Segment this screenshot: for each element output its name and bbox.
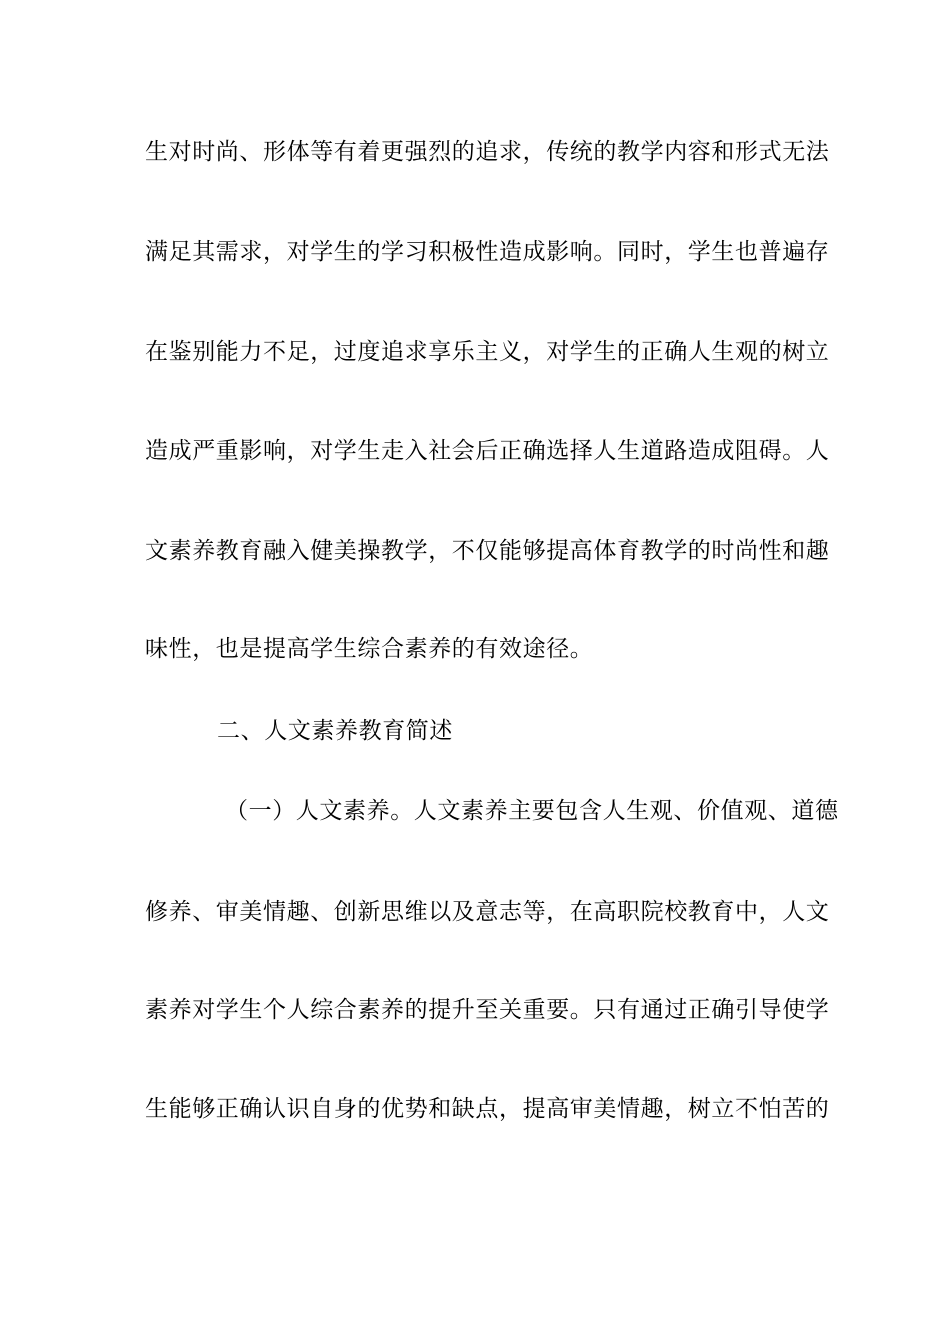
paragraph-line: 在鉴别能力不足，过度追求享乐主义，对学生的正确人生观的树立: [145, 339, 830, 365]
paragraph-line: 生能够正确认识自身的优势和缺点，提高审美情趣，树立不怕苦的: [145, 1096, 830, 1122]
paragraph-line: 修养、审美情趣、创新思维以及意志等，在高职院校教育中，人文: [145, 899, 830, 925]
paragraph-line: 素养对学生个人综合素养的提升至关重要。只有通过正确引导使学: [145, 997, 830, 1023]
paragraph-line: 造成严重影响，对学生走入社会后正确选择人生道路造成阻碍。人: [145, 438, 830, 464]
paragraph-line: 味性，也是提高学生综合素养的有效途径。: [145, 636, 594, 662]
subsection-line: （一）人文素养。人文素养主要包含人生观、价值观、道德: [225, 798, 839, 824]
paragraph-line: 满足其需求，对学生的学习积极性造成影响。同时，学生也普遍存: [145, 239, 830, 265]
paragraph-line: 生对时尚、形体等有着更强烈的追求，传统的教学内容和形式无法: [145, 139, 830, 165]
paragraph-line: 文素养教育融入健美操教学，不仅能够提高体育教学的时尚性和趣: [145, 538, 830, 564]
section-heading: 二、人文素养教育简述: [217, 718, 453, 744]
